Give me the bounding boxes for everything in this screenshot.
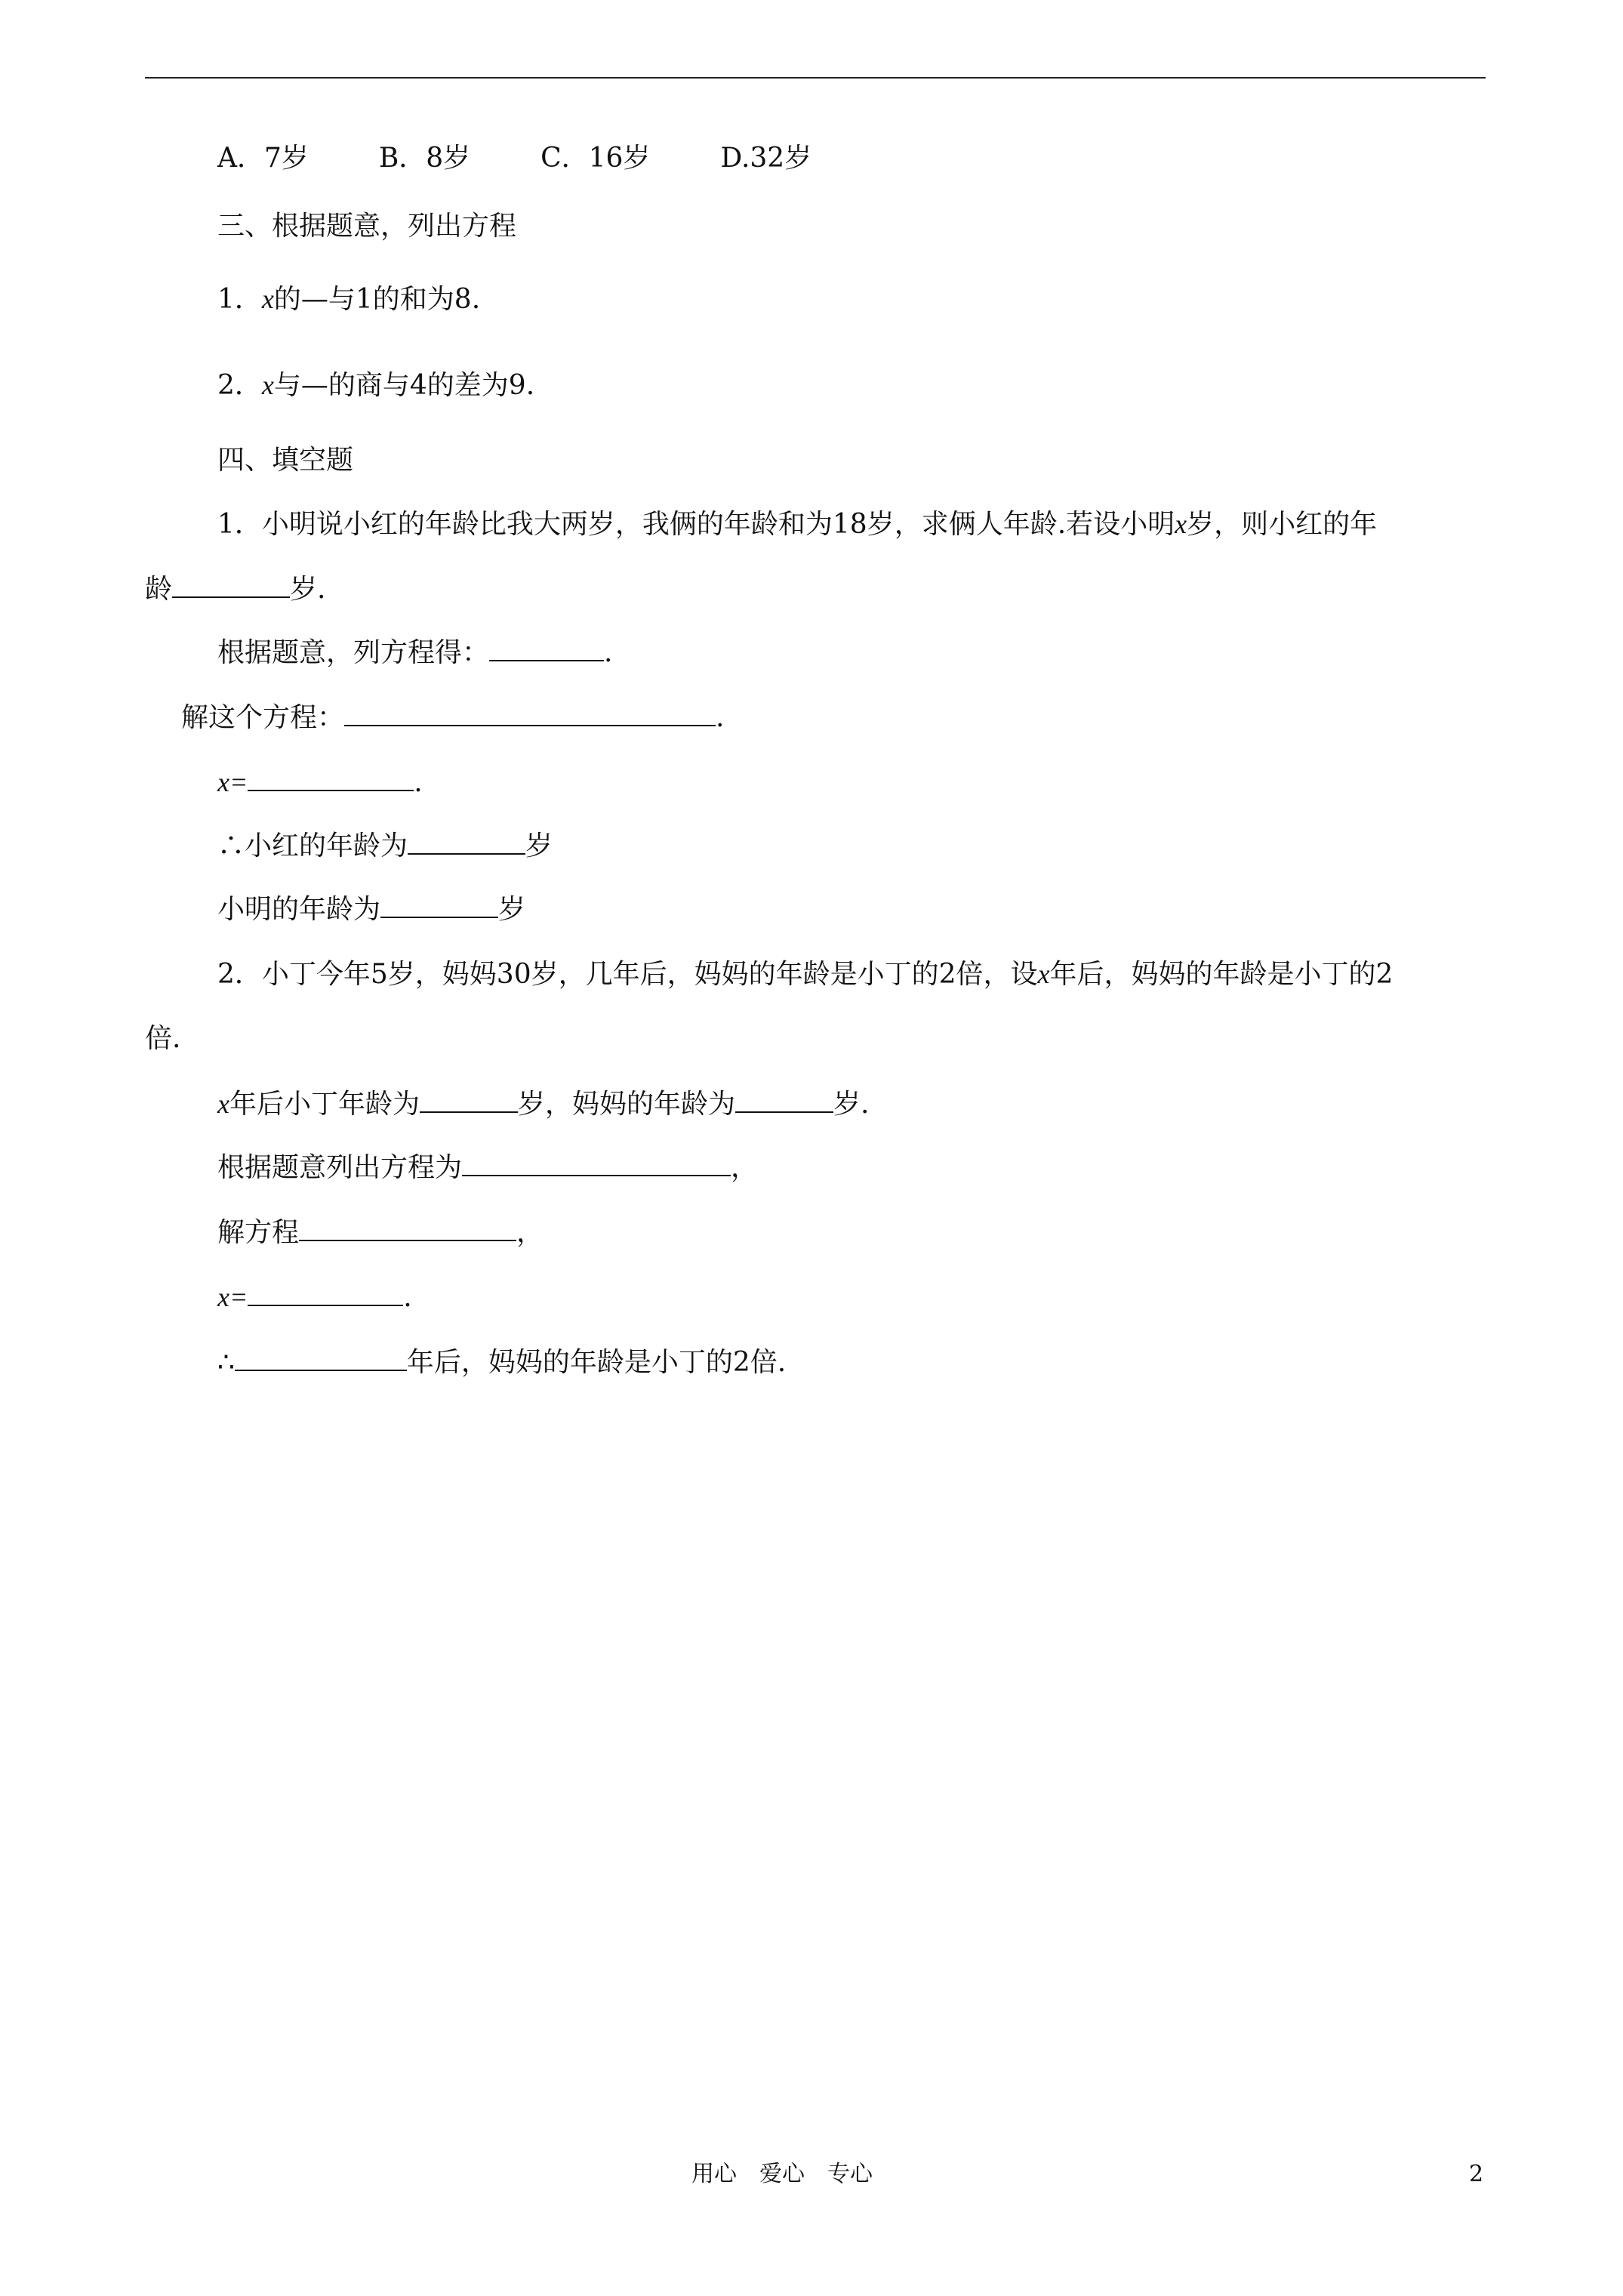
question-number: 1． — [217, 284, 262, 315]
blank-ming-age-answer[interactable] — [380, 891, 498, 918]
footer-motto: 用心 爱心 专心 — [691, 2161, 873, 2187]
header-rule — [145, 77, 1486, 79]
solve-label: 解方程 — [217, 1217, 300, 1248]
blank-q2-solve[interactable] — [299, 1214, 516, 1241]
question-text: 的商与4的差为9. — [328, 370, 535, 401]
q1-line-1 — [217, 506, 1377, 543]
blank-q2-equation[interactable] — [462, 1149, 731, 1176]
question-text: 与1的和为8. — [328, 284, 481, 315]
q2-text: 年后小丁年龄为 — [229, 1089, 420, 1120]
question-number: 2． — [217, 370, 262, 401]
section-3-title: 三、根据题意，列出方程 — [217, 211, 517, 242]
q2-x-line — [217, 1279, 412, 1316]
q1-ming-age-line — [217, 891, 525, 928]
fraction-bar: — — [300, 284, 328, 315]
ming-age-label: 小明的年龄为 — [217, 894, 381, 925]
choice-a: A．7岁 — [217, 143, 309, 174]
question-text: 与 — [273, 370, 301, 401]
punctuation: . — [604, 637, 613, 668]
choice-b: B．8岁 — [378, 143, 471, 174]
variable-x: x — [261, 370, 274, 400]
equation-label: 根据题意，列方程得： — [217, 637, 490, 668]
q1-text: 1．小明说小红的年龄比我大两岁，我俩的年龄和为18岁，求俩人年龄.若设小明 — [217, 509, 1175, 540]
equation-label: 根据题意列出方程为 — [217, 1152, 463, 1183]
unit: 岁 — [498, 894, 526, 925]
q1-text: 岁，则小红的年 — [1187, 509, 1378, 540]
blank-mother-age[interactable] — [735, 1086, 833, 1113]
blank-solve[interactable] — [344, 699, 716, 726]
punctuation: ， — [731, 1152, 759, 1183]
blank-equation[interactable] — [489, 634, 604, 661]
section-3-question-2 — [217, 367, 534, 404]
q1-red-age-line — [217, 827, 553, 864]
q2-text: 年后，妈妈的年龄是小丁的2 — [1049, 959, 1394, 990]
variable-x: x — [1175, 509, 1187, 539]
q1-x-line — [217, 764, 423, 801]
variable-x: x — [1037, 959, 1050, 989]
q2-text: 岁，妈妈的年龄为 — [518, 1089, 736, 1120]
therefore-symbol: ∴ — [217, 1347, 235, 1378]
unit: 岁 — [525, 831, 553, 861]
q1-solve-line — [181, 699, 724, 736]
choice-c: C．16岁 — [540, 143, 651, 174]
x-equals-label: x= — [217, 1282, 248, 1312]
variable-x: x — [261, 284, 274, 314]
q2-line-1 — [217, 956, 1393, 993]
q2-conclusion-line — [217, 1344, 786, 1381]
q2-equation-line — [217, 1149, 758, 1186]
q2-ages-line — [217, 1086, 869, 1123]
q2-text: 年后，妈妈的年龄是小丁的2倍. — [406, 1347, 787, 1378]
q2-text: 2．小丁今年5岁，妈妈30岁，几年后，妈妈的年龄是小丁的2倍，设 — [217, 959, 1038, 990]
red-age-label: ∴小红的年龄为 — [217, 831, 408, 861]
q2-text: 岁. — [833, 1089, 870, 1120]
blank-red-age-answer[interactable] — [408, 827, 525, 855]
blank-red-age[interactable] — [172, 571, 290, 598]
q1-text: 岁. — [290, 574, 326, 605]
punctuation: . — [716, 702, 725, 733]
fraction-bar: — — [300, 370, 328, 401]
q1-equation-line — [217, 634, 612, 671]
blank-q2-x-value[interactable] — [248, 1279, 403, 1306]
choice-d: D.32岁 — [720, 143, 812, 174]
punctuation: . — [414, 767, 423, 798]
punctuation: . — [403, 1282, 412, 1313]
variable-x: x — [217, 1089, 229, 1119]
q1-text: 龄 — [145, 574, 173, 605]
question-text: 的 — [273, 284, 301, 315]
solve-label: 解这个方程： — [181, 702, 345, 733]
choice-row — [217, 140, 812, 177]
q2-solve-line — [217, 1214, 544, 1251]
section-4-title: 四、填空题 — [217, 445, 354, 476]
blank-years[interactable] — [235, 1344, 407, 1371]
blank-ding-age[interactable] — [420, 1086, 518, 1113]
page-number: 2 — [1469, 2161, 1484, 2187]
blank-x-value[interactable] — [248, 764, 414, 791]
section-3-question-1 — [217, 281, 480, 318]
x-equals-label: x= — [217, 767, 248, 797]
q1-line-2 — [145, 571, 325, 608]
q2-line-2: 倍. — [145, 1023, 181, 1054]
punctuation: ， — [516, 1217, 544, 1248]
